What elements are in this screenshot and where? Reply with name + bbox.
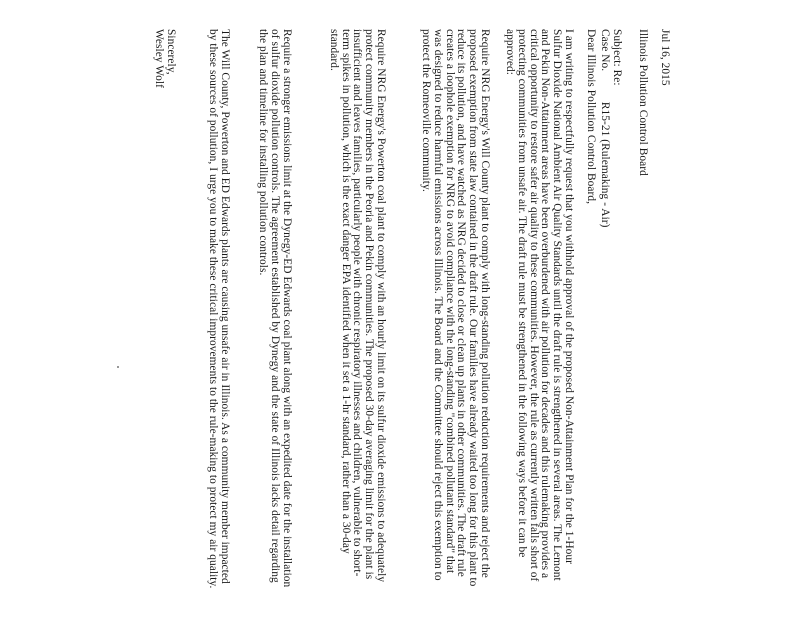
paragraph-ed-edwards: Require a stronger emissions limit at the Dynegy-ED Edwards coal plant along with an expedited date for the installation of sulfur dioxide pollution controls. The agreement established by Dynegy and the state of Illinois lacks detail regarding the plan and timeline for installing pollution controls.	[257, 29, 293, 588]
salutation: Dear Illinois Pollution Control Board,	[585, 29, 597, 204]
signature-name: Wesley Wolf	[153, 29, 165, 88]
recipient-board: Illinois Pollution Control Board	[637, 29, 649, 176]
paragraph-conclusion: The Will County, Powerton and ED Edwards plants are causing unsafe air in Illinois. As a community member impacted by these sources of pollution, I urge you to make these critical improvements to the rule-making to protect my air quality.	[207, 29, 231, 589]
paragraph-will-county: Require NRG Energy's Will County plant to comply with long-standing pollution reduction requirements and reject the proposed exemption from state law contained in the draft rule. Our families have already waited too long for this plant to reduce its pollution, and have watched as NRG decided to close or clean up plants in other communities. The draft rule creates a loophole exemption for NRG to avoid compliance with the long-standing "combined pollutant standard" that was designed to reduce harmful emissions across Illinois. The Board and the Committee should reject this exemption to protect the Romeoville community.	[420, 29, 491, 587]
paragraph-intro: I am writing to respectfully request that you withhold approval of the proposed Non-Attainment Plan for the 1-Hour Sulfur Dioxide National Ambient Air Quality Standards until the draft rule is strengthened in several areas. The Lemont and Pekin Non-Attainment areas have been overburdened with air pollution for decades and this rulemaking provides a critical opportunity to restore safer air quality to these communities. However, the rule as currently written falls short of protecting communities from unsafe air. The draft rule must be strengthened in the following ways before it can be approved:	[504, 29, 575, 582]
letter-date: Jul 16, 2015	[659, 29, 671, 86]
closing: Sincerely,	[165, 29, 177, 75]
paragraph-powerton: Require NRG Energy's Powerton coal plant to comply with an hourly limit on its sulfur dioxide emissions to adequately protect community members in the Peoria and Pekin communities. The proposed 30-day averaging limit for the plant is insufficient and leaves families, particularly people with chronic respiratory illnesses and children, vulnerable to short-term spikes in pollution, which is the exact danger EPA identified when it set a 1-hr standard, rather than a 30-day standard.	[327, 29, 387, 583]
case-number: R15-21 (Rulemaking - Air)	[599, 101, 612, 228]
scan-speck	[117, 366, 119, 368]
letter-body	[130, 29, 670, 589]
subject-label: Subject: Re: Case No.	[599, 29, 623, 86]
subject-line	[598, 29, 622, 589]
